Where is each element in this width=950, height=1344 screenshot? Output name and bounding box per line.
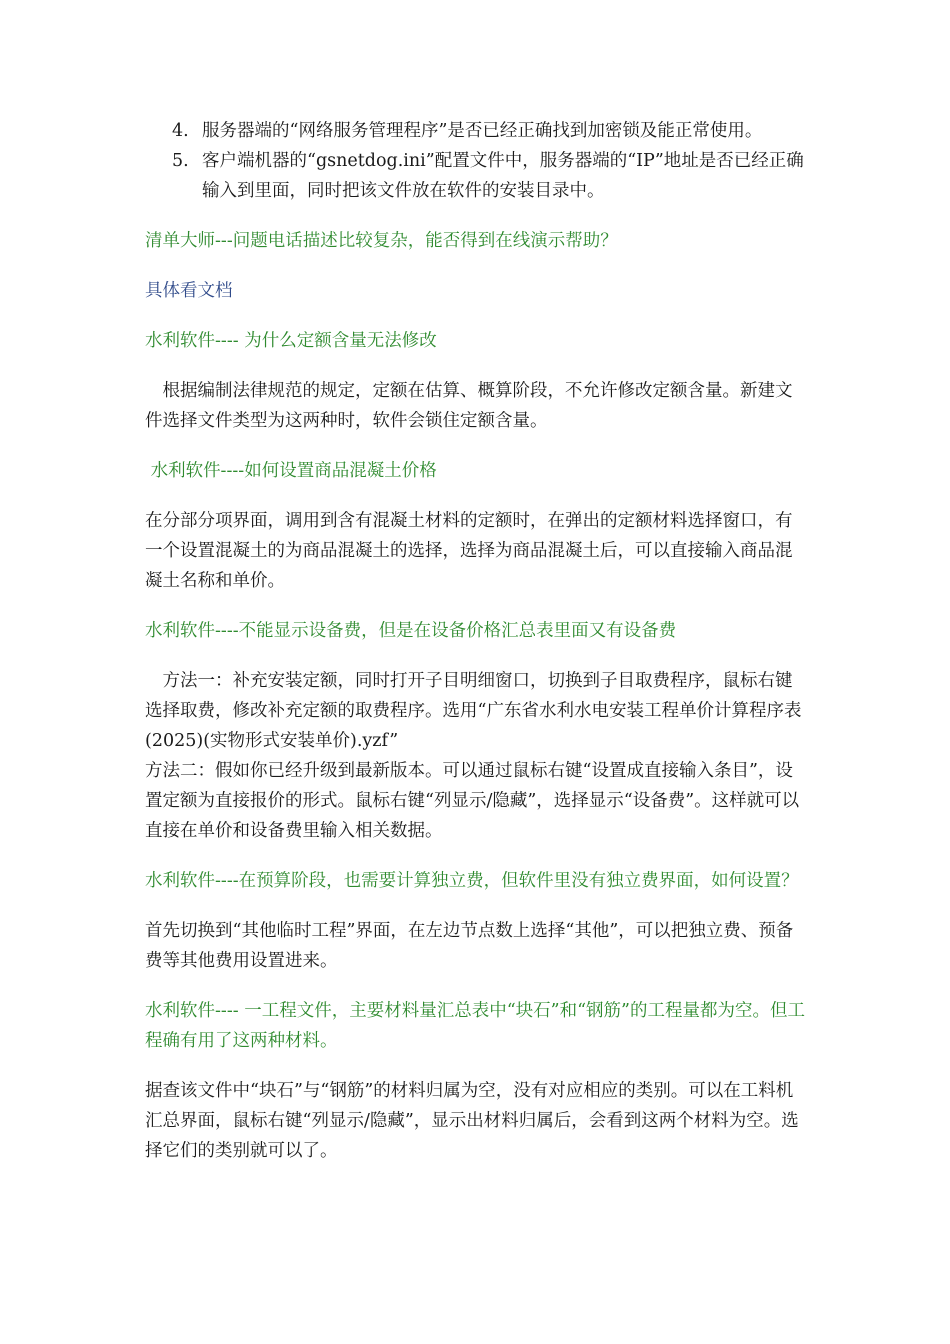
answer-paragraph: 据查该文件中“块石”与“钢筋”的材料归属为空，没有对应相应的类别。可以在工料机汇总界面，鼠标右键“列显示/隐藏”，显示出材料归属后，会看到这两个材料为空。选择它们的类别就可以了。 (145, 1081, 799, 1161)
numbered-list (145, 116, 807, 206)
list-item-text: 客户端机器的“gsnetdog.ini”配置文件中，服务器端的“IP”地址是否已经正确输入到里面，同时把该文件放在软件的安装目录中。 (202, 151, 804, 201)
answer-paragraph: 方法一：补充安装定额，同时打开子目明细窗口，切换到子目取费程序，鼠标右键选择取费，修改补充定额的取费程序。选用“广东省水利水电安装工程单价计算程序表(2025)(实物形式安装单价).yzf” (145, 671, 802, 751)
list-item-number: 5. (172, 151, 189, 171)
question-heading: 水利软件---- 一工程文件，主要材料量汇总表中“块石”和“钢筋”的工程量都为空。但工程确有用了这两种材料。 (145, 1001, 805, 1051)
list-item-number: 4. (172, 121, 189, 141)
question-heading: 水利软件----不能显示设备费，但是在设备价格汇总表里面又有设备费 (145, 621, 677, 641)
list-item (145, 146, 807, 206)
question-heading: 水利软件----在预算阶段，也需要计算独立费，但软件里没有独立费界面，如何设置？ (145, 871, 799, 891)
list-item-text: 服务器端的“网络服务管理程序”是否已经正确找到加密锁及能正常使用。 (202, 121, 763, 141)
question-heading: 水利软件---- 为什么定额含量无法修改 (145, 331, 437, 351)
answer-paragraph: 根据编制法律规范的规定，定额在估算、概算阶段，不允许修改定额含量。新建文件选择文件类型为这两种时，软件会锁住定额含量。 (145, 381, 793, 431)
answer-paragraph: 首先切换到“其他临时工程”界面，在左边节点数上选择“其他”，可以把独立费、预备费等其他费用设置进来。 (145, 921, 794, 971)
question-heading: 水利软件----如何设置商品混凝土价格 (145, 461, 437, 481)
document-content (145, 116, 807, 1166)
answer-paragraph: 在分部分项界面，调用到含有混凝土材料的定额时，在弹出的定额材料选择窗口，有一个设置混凝土的为商品混凝土的选择，选择为商品混凝土后，可以直接输入商品混凝土名称和单价。 (145, 511, 793, 591)
answer-paragraph: 方法二：假如你已经升级到最新版本。可以通过鼠标右键“设置成直接输入条目”，设置定额为直接报价的形式。鼠标右键“列显示/隐藏”，选择显示“设备费”。这样就可以直接在单价和设备费里输入相关数据。 (145, 761, 800, 841)
answer-heading: 具体看文档 (145, 281, 233, 301)
list-item (145, 116, 807, 146)
question-heading: 清单大师---问题电话描述比较复杂，能否得到在线演示帮助？ (145, 231, 618, 251)
